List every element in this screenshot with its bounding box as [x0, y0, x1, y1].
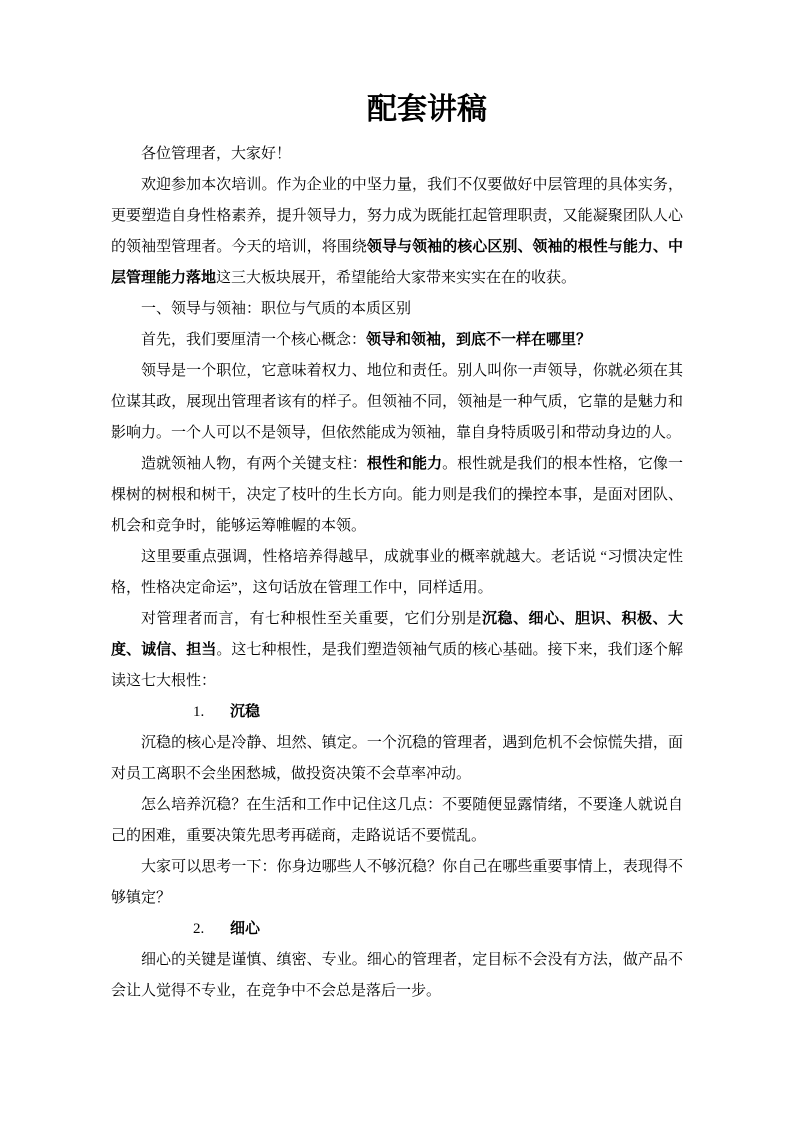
document-body [111, 139, 683, 1007]
text-run: 沉稳的核心是冷静、坦然、镇定。一个沉稳的管理者，遇到危机不会惊慌失措，面对员工离职不会坐困愁城，做投资决策不会草率冲动。 [111, 735, 683, 782]
text-run: 怎么培养沉稳？在生活和工作中记住这几点：不要随便显露情绪，不要逢人就说自己的困难，重要决策先思考再磋商，走路说话不要慌乱。 [111, 797, 683, 844]
text-run: 这里要重点强调，性格培养得越早，成就事业的概率就越大。老话说 “习惯决定性格，性格决定命运”，这句话放在管理工作中，同样适用。 [111, 549, 683, 596]
list-item-label: 沉稳 [230, 704, 261, 720]
paragraph [111, 945, 683, 1007]
section-heading [111, 294, 683, 325]
bold-text-run: 沉稳、细心、胆识、积极、大度、诚信、担当 [111, 611, 683, 658]
paragraph [111, 790, 683, 852]
text-run: 首先，我们要厘清一个核心概念： [141, 332, 367, 348]
text-run: 这三大板块展开，希望能给大家带来实实在在的收获。 [216, 270, 577, 286]
text-run: 欢迎参加本次培训。作为企业的中坚力量，我们不仅要做好中层管理的具体实务，更要塑造自身性格素养，提升领导力，努力成为既能扛起管理职责，又能凝聚团队人心的领袖型管理者。今天的培训，将围绕 [111, 177, 683, 255]
paragraph [111, 542, 683, 604]
text-run: 细心的关键是谨慎、缜密、专业。细心的管理者，定目标不会没有方法，做产品不会让人觉得不专业，在竞争中不会总是落后一步。 [111, 952, 683, 999]
paragraph [111, 852, 683, 914]
text-run: 一、领导与领袖：职位与气质的本质区别 [141, 301, 412, 317]
text-run: 各位管理者，大家好！ [141, 146, 292, 162]
bold-text-run: 领导与领袖的核心区别、领袖的根性与能力、中层管理能力落地 [111, 239, 683, 286]
paragraph [111, 325, 683, 356]
paragraph [111, 728, 683, 790]
paragraph [111, 356, 683, 449]
text-run: 大家可以思考一下：你身边哪些人不够沉稳？你自己在哪些重要事情上，表现得不够镇定？ [111, 859, 683, 906]
text-run: 对管理者而言，有七种根性至关重要，它们分别是 [141, 611, 482, 627]
paragraph [111, 170, 683, 294]
text-run: 领导是一个职位，它意味着权力、地位和责任。别人叫你一声领导，你就必须在其位谋其政，展现出管理者该有的样子。但领袖不同，领袖是一种气质，它靠的是魅力和影响力。一个人可以不是领导，但依然能成为领袖，靠自身特质吸引和带动身边的人。 [111, 363, 683, 441]
text-run: 。这七种根性，是我们塑造领袖气质的核心基础。接下来，我们逐个解读这七大根性： [111, 642, 683, 689]
text-run: 造就领袖人物，有两个关键支柱： [141, 456, 367, 472]
document-title: 配套讲稿 [367, 93, 487, 126]
list-item [111, 914, 683, 945]
list-item [111, 697, 683, 728]
paragraph [111, 139, 683, 170]
paragraph [111, 449, 683, 542]
list-item-number: 2. [193, 921, 205, 937]
bold-text-run: 领导和领袖，到底不一样在哪里？ [366, 332, 592, 348]
text-run: 。根性就是我们的根本性格，它像一棵树的树根和树干，决定了枝叶的生长方向。能力则是我们的操控本事，是面对团队、机会和竞争时，能够运筹帷幄的本领。 [111, 456, 683, 534]
bold-text-run: 根性和能力 [366, 456, 443, 472]
list-item-label: 细心 [230, 921, 261, 937]
paragraph [111, 604, 683, 697]
list-item-number: 1. [193, 704, 205, 720]
